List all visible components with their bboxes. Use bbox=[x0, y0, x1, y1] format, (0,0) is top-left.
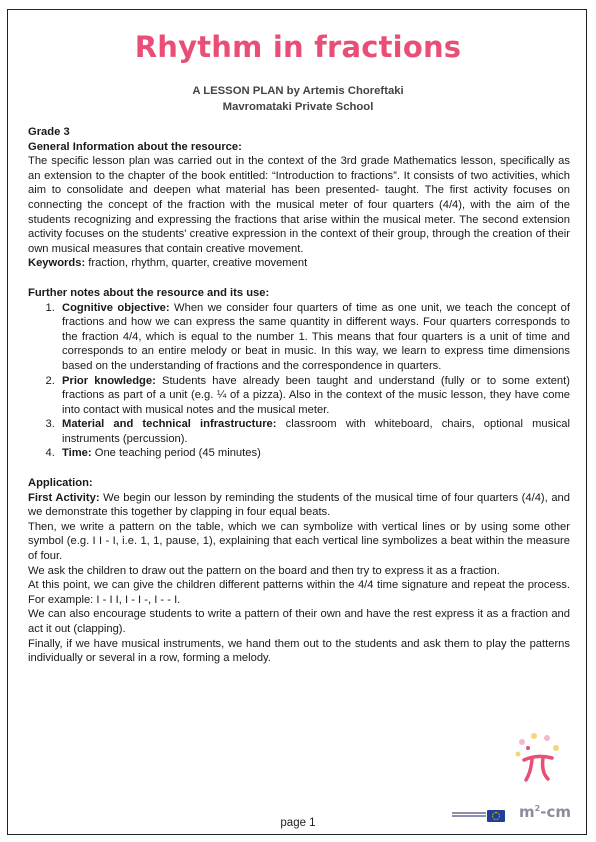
note-label: Prior knowledge: bbox=[62, 374, 156, 387]
note-text: When we consider four quarters of time as one unit, we teach the concept of fractions and how we can express the same quantity in different ways. Four quarters corresponds to the fraction 4/4, which is equal to the number 1. This means that four quarters is a unit of time and corresponds to an entire melody or beat in music. In this way, we learn to express time dimensions based on the understanding of fractions and the correspondence in quarters. bbox=[62, 301, 570, 372]
grade-label: Grade 3 bbox=[28, 126, 70, 138]
note-label: Cognitive objective: bbox=[62, 301, 170, 314]
keywords-label: Keywords: bbox=[28, 257, 86, 270]
further-notes-heading: Further notes about the resource and its use: bbox=[28, 286, 270, 299]
document-body bbox=[28, 125, 570, 666]
general-info-heading: General Information about the resource: bbox=[28, 140, 242, 153]
keywords-text: fraction, rhythm, quarter, creative movement bbox=[85, 257, 308, 270]
first-activity-paragraph bbox=[28, 491, 570, 520]
paragraph: We can also encourage students to write a pattern of their own and have the rest express it as a fraction and act it out (clapping). bbox=[28, 608, 570, 635]
paragraph: We ask the children to draw out the pattern on the board and then try to express it as a fraction. bbox=[28, 564, 500, 577]
logo-text-2: -cm bbox=[540, 803, 571, 821]
logo-sup: 2 bbox=[534, 804, 541, 813]
list-item bbox=[58, 446, 570, 461]
paragraph: At this point, we can give the children different patterns within the 4/4 time signature and repeat the process. For example: I - I I, I - I -, I - - I. bbox=[28, 579, 570, 606]
note-text: classroom with whiteboard, chairs, optional musical instruments (percussion). bbox=[62, 418, 570, 445]
list-item bbox=[58, 417, 570, 446]
first-activity-text: We begin our lesson by reminding the students of the musical time of four quarters (4/4), and we demonstrate this together by clapping in four equal beats. bbox=[28, 491, 570, 519]
pi-logo-icon bbox=[512, 730, 562, 790]
list-item bbox=[58, 374, 570, 418]
note-text: One teaching period (45 minutes) bbox=[91, 447, 261, 460]
notes-list bbox=[28, 301, 570, 462]
keywords-line bbox=[28, 256, 570, 271]
school-name: Mavromataki Private School bbox=[222, 101, 374, 113]
note-text: Students have already been taught and understand (fully or to some extent) fractions as part of a unit (e.g. ¼ of a pizza). Also in the context of the music lesson, they have come into contact with musical notes and the musical meter. bbox=[62, 374, 570, 416]
logo-text: m bbox=[519, 803, 535, 821]
paragraph: Finally, if we have musical instruments, we hand them out to the students and ask them to play the patterns individually or several in a row, forming a melody. bbox=[28, 637, 570, 665]
page-number: page 1 bbox=[280, 817, 316, 829]
application-heading: Application: bbox=[28, 477, 93, 490]
lesson-plan-author: A LESSON PLAN by Artemis Choreftaki bbox=[192, 85, 404, 97]
list-item bbox=[58, 301, 570, 374]
note-label: Time: bbox=[62, 447, 92, 460]
note-label: Material and technical infrastructure: bbox=[62, 418, 277, 431]
page-title: Rhythm in fractions bbox=[134, 30, 462, 64]
general-info-text: The specific lesson plan was carried out in the context of the 3rd grade Mathematics lesson, specifically as an extension to the chapter of the book entitled: “Introduction to fractions”. It consists of two activities, which aim to consolidate and deepen what material has been presented- taught. The first activity focuses on connecting the concept of the fraction with the musical meter of four quarters (4/4), with the aim of the students recognizing and expressing the fractions that arise within the musical meter. The second extension activity focuses on the students' creative expression in the context of their group, through the creation of their own musical measures that contain creative movement. bbox=[28, 155, 570, 255]
paragraph: Then, we write a pattern on the table, which we can symbolize with vertical lines or by using some other symbol (e.g. I I - I, i.e. 1, 1, pause, 1), explaining that each vertical line symbolizes a beat within the measure of four. bbox=[28, 520, 570, 563]
first-activity-label: First Activity: bbox=[28, 491, 100, 504]
